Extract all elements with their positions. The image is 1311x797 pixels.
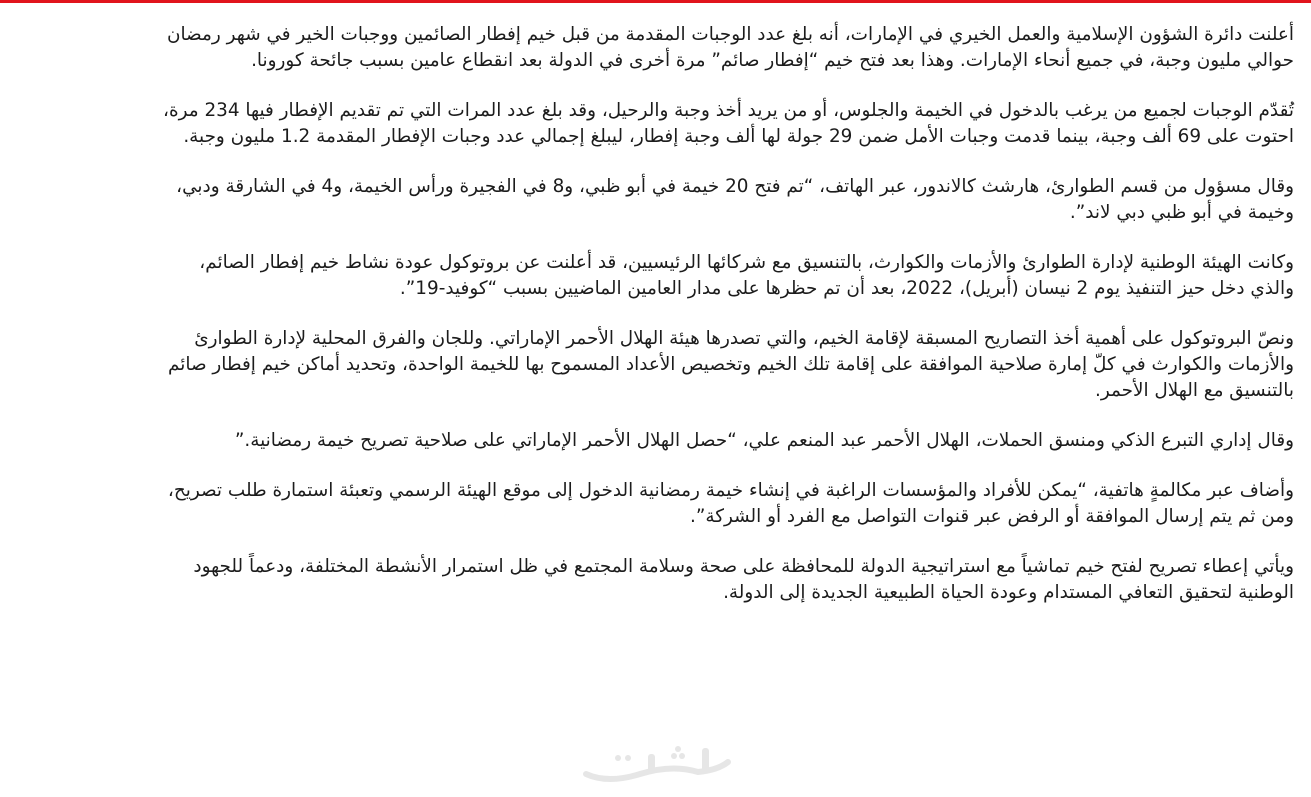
- paragraph-1: [50, 22, 1294, 74]
- paragraph-line: تُقدّم الوجبات لجميع من يرغب بالدخول في الخيمة والجلوس، أو من يريد أخذ وجبة والرحيل، وقد بلغ عدد المرات التي تم تقديم الإفطار فيها 234 مرة،: [163, 100, 1294, 121]
- paragraph-line: وقال إداري التبرع الذكي ومنسق الحملات، الهلال الأحمر عبد المنعم علي، “حصل الهلال الأحمر الإماراتي على صلاحية تصريح خيمة رمضانية.”: [234, 430, 1294, 451]
- paragraph-line: وخيمة في أبو ظبي دبي لاند”.: [1069, 202, 1294, 223]
- paragraph-line: بالتنسيق مع الهلال الأحمر.: [1094, 380, 1294, 401]
- article-body: [50, 22, 1294, 606]
- paragraph-5: [50, 326, 1294, 404]
- paragraph-3: [50, 174, 1294, 226]
- paragraph-line: وكانت الهيئة الوطنية لإدارة الطوارئ والأزمات والكوارث، بالتنسيق مع شركائها الرئيسيين، قد أعلنت عن بروتوكول عودة نشاط خيم إفطار الصائم،: [199, 252, 1294, 273]
- paragraph-line: أعلنت دائرة الشؤون الإسلامية والعمل الخيري في الإمارات، أنه بلغ عدد الوجبات المقدمة من قبل خيم إفطار الصائمين ووجبات الخير في شهر رمضان: [166, 24, 1294, 45]
- top-accent-bar: [0, 0, 1311, 3]
- paragraph-8: [50, 554, 1294, 606]
- paragraph-line: حوالي مليون وجبة، في جميع أنحاء الإمارات. وهذا بعد فتح خيم “إفطار صائم” مرة أخرى في الدولة بعد انقطاع عامين بسبب جائحة كورونا.: [251, 50, 1294, 71]
- paragraph-7: [50, 478, 1294, 530]
- paragraph-line: الوطنية لتحقيق التعافي المستدام وعودة الحياة الطبيعية الجديدة إلى الدولة.: [723, 582, 1294, 603]
- paragraph-line: والذي دخل حيز التنفيذ يوم 2 نيسان (أبريل)، 2022، بعد أن تم حظرها على مدار العامين الماضيين بسبب “كوفيد-19”.: [399, 278, 1294, 299]
- paragraph-line: ويأتي إعطاء تصريح لفتح خيم تماشياً مع استراتيجية الدولة للمحافظة على صحة وسلامة المجتمع في ظل استمرار الأنشطة المختلفة، ودعماً للجهود: [193, 556, 1294, 577]
- paragraph-line: والأزمات والكوارث في كلّ إمارة صلاحية الموافقة على إقامة تلك الخيم وتخصيص الأعداد المسموح بها للخيمة الواحدة، وتحديد أماكن خيم إفطار صائم: [167, 354, 1294, 375]
- paragraph-line: ونصّ البروتوكول على أهمية أخذ التصاريح المسبقة لإقامة الخيم، والتي تصدرها هيئة الهلال الأحمر الإماراتي. وللجان والفرق المحلية لإدارة الطوارئ: [194, 328, 1294, 349]
- paragraph-4: [50, 250, 1294, 302]
- paragraph-line: احتوت على 69 ألف وجبة، بينما قدمت وجبات الأمل ضمن 29 جولة لها ألف وجبة إفطار، ليبلغ إجمالي عدد وجبات الإفطار المقدمة 1.2 مليون وجبة.: [183, 126, 1294, 147]
- paragraph-6: [50, 428, 1294, 454]
- paragraph-line: ومن ثم يتم إرسال الموافقة أو الرفض عبر قنوات التواصل مع الفرد أو الشركة”.: [689, 506, 1294, 527]
- brand-logo-watermark-icon: [578, 740, 738, 790]
- paragraph-2: [50, 98, 1294, 150]
- paragraph-line: وقال مسؤول من قسم الطوارئ، هارشث كالاندور، عبر الهاتف، “تم فتح 20 خيمة في أبو ظبي، و8 في الفجيرة ورأس الخيمة، و4 في الشارقة ودبي،: [176, 176, 1294, 197]
- paragraph-line: وأضاف عبر مكالمةٍ هاتفية، “يمكن للأفراد والمؤسسات الراغبة في إنشاء خيمة رمضانية الدخول إلى موقع الهيئة الرسمي وتعبئة استمارة طلب تصريح،: [167, 480, 1294, 501]
